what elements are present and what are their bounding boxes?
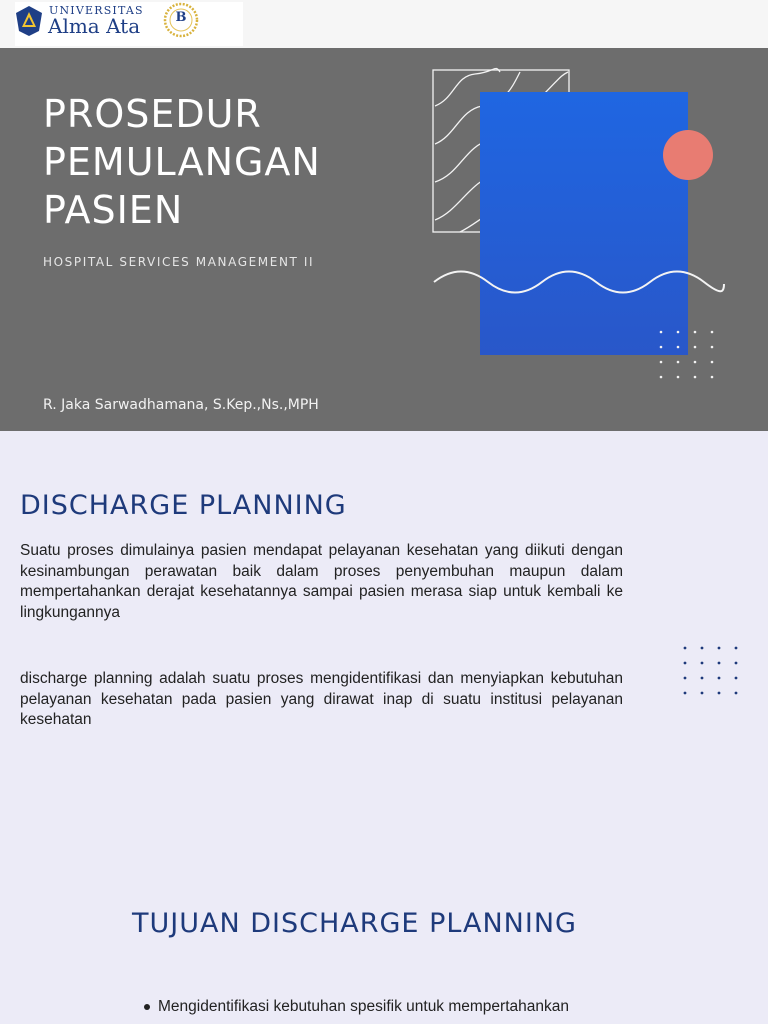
- decor-dot: [660, 376, 663, 379]
- badge-letter: B: [175, 10, 187, 25]
- decor-dot: [718, 677, 721, 680]
- title-slide: [0, 48, 768, 431]
- bullet-icon: [144, 1004, 150, 1010]
- list-item: [142, 996, 670, 1017]
- decor-dot: [735, 662, 738, 665]
- decor-dot: [711, 376, 714, 379]
- decor-dot: [694, 376, 697, 379]
- decor-dot: [711, 331, 714, 334]
- title-line: PEMULANGAN: [43, 140, 321, 184]
- paragraph-definition-1: Suatu proses dimulainya pasien mendapat pelayanan kesehatan yang diikuti dengan kesinambungan perawatan baik dalam proses penyembuhan maupun dalam mempertahankan derajat kesehatannya sampai pasien merasa siap untuk kembali ke lingkungannya: [20, 542, 623, 621]
- decor-dot: [718, 647, 721, 650]
- decor-dot: [701, 662, 704, 665]
- decor-dot: [677, 331, 680, 334]
- decor-dot: [711, 361, 714, 364]
- decor-dot: [735, 647, 738, 650]
- section-title-tujuan: TUJUAN DISCHARGE PLANNING: [132, 908, 577, 939]
- logo-small-text: UNIVERSITAS: [49, 4, 144, 17]
- list-item-text: Mengidentifikasi kebutuhan spesifik untuk mempertahankan: [158, 998, 569, 1015]
- header-bar: [0, 0, 768, 48]
- decor-dot: [660, 331, 663, 334]
- decor-dot: [694, 361, 697, 364]
- section-title-discharge-planning: DISCHARGE PLANNING: [20, 490, 347, 521]
- decor-dot: [711, 346, 714, 349]
- university-shield-icon: [15, 5, 43, 37]
- decor-dot: [701, 677, 704, 680]
- logo-name: Alma Ata: [48, 14, 141, 38]
- blue-square: [480, 92, 688, 355]
- paragraph-definition-2: discharge planning adalah suatu proses mengidentifikasi dan menyiapkan kebutuhan pelayanan kesehatan pada pasien yang dirawat inap di suatu institusi pelayanan kesehatan: [20, 670, 623, 728]
- university-logo: [15, 2, 243, 46]
- decor-dot: [735, 692, 738, 695]
- decor-dot: [735, 677, 738, 680]
- tujuan-bullet-list: [142, 996, 670, 1017]
- decor-dot: [677, 361, 680, 364]
- decor-dot: [694, 346, 697, 349]
- coral-circle: [663, 130, 713, 180]
- decor-dot: [684, 662, 687, 665]
- decor-dot: [660, 346, 663, 349]
- slide-author: R. Jaka Sarwadhamana, S.Kep.,Ns.,MPH: [43, 397, 319, 413]
- slide-title: [43, 90, 321, 234]
- title-line: PROSEDUR: [43, 92, 262, 136]
- decor-dot: [677, 346, 680, 349]
- decorative-graphic: [420, 58, 750, 398]
- decor-dot: [701, 647, 704, 650]
- decor-dot: [684, 647, 687, 650]
- decor-dot: [684, 692, 687, 695]
- decor-dot: [660, 361, 663, 364]
- slide-subtitle: HOSPITAL SERVICES MANAGEMENT II: [43, 255, 315, 269]
- title-line: PASIEN: [43, 188, 184, 232]
- decor-dot: [718, 692, 721, 695]
- decor-dot: [694, 331, 697, 334]
- decor-dot: [701, 692, 704, 695]
- decor-dot: [677, 376, 680, 379]
- decor-dot: [684, 677, 687, 680]
- decor-dot: [718, 662, 721, 665]
- dot-grid-navy: [680, 643, 744, 699]
